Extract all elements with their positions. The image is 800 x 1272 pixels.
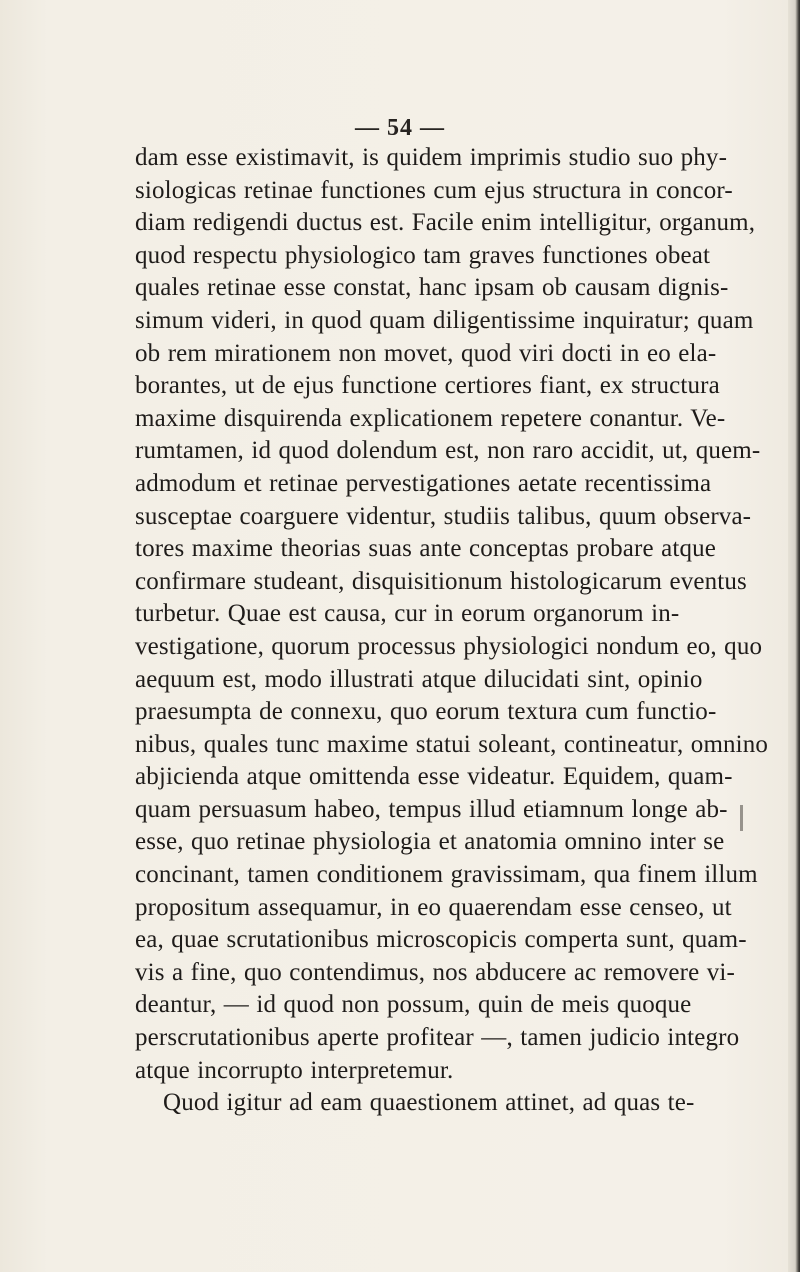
text-line: vis a fine, quo contendimus, nos abducere ac removere vi- (135, 958, 735, 986)
text-line: maxime disquirenda explicationem repetere conantur. Ve- (135, 404, 726, 432)
text-line: ea, quae scrutationibus microscopicis comperta sunt, quam- (135, 926, 747, 954)
text-line: propositum assequamur, in eo quaerendam esse censeo, ut (135, 893, 732, 921)
text-line: confirmare studeant, disquisitionum histologicarum eventus (135, 567, 747, 595)
text-line: vestigatione, quorum processus physiologici nondum eo, quo (135, 632, 763, 660)
paragraph-start-line: Quod igitur ad eam quaestionem attinet, ad quas te- (163, 1089, 695, 1117)
text-line: simum videri, in quod quam diligentissime inquiratur; quam (135, 306, 754, 334)
text-line: admodum et retinae pervestigationes aetate recentissima (135, 469, 712, 497)
text-line: perscrutationibus aperte profitear —, tamen judicio integro (135, 1024, 740, 1052)
text-line: rumtamen, id quod dolendum est, non raro accidit, ut, quem- (135, 437, 761, 465)
text-line: turbetur. Quae est causa, cur in eorum organorum in- (135, 600, 680, 628)
page-number: — 54 — (355, 115, 445, 141)
text-line: atque incorrupto interpretemur. (135, 1056, 454, 1084)
text-line: quales retinae esse constat, hanc ipsam ob causam dignis- (135, 274, 729, 302)
text-line: esse, quo retinae physiologia et anatomia omnino inter se (135, 828, 725, 856)
text-line: borantes, ut de ejus functione certiores fiant, ex structura (135, 372, 720, 400)
text-line: siologicas retinae functiones cum ejus structura in concor- (135, 176, 733, 204)
text-line: quod respectu physiologico tam graves functiones obeat (135, 241, 711, 269)
text-line: concinant, tamen conditionem gravissimam, qua finem illum (135, 861, 758, 889)
text-line: ob rem mirationem non movet, quod viri docti in eo ela- (135, 339, 717, 367)
text-line: susceptae coarguere videntur, studiis talibus, quum observa- (135, 502, 752, 530)
text-line: praesumpta de connexu, quo eorum textura cum functio- (135, 698, 717, 726)
text-line: dam esse existimavit, is quidem imprimis studio suo phy- (135, 144, 728, 171)
text-line: nibus, quales tunc maxime statui soleant, contineatur, omnino (135, 730, 769, 758)
text-line: aequum est, modo illustrati atque dilucidati sint, opinio (135, 665, 703, 693)
ink-mark (740, 805, 743, 831)
page-edge-shadow (788, 0, 800, 1272)
text-line: diam redigendi ductus est. Facile enim intelligitur, organum, (135, 209, 756, 237)
text-line: quam persuasum habeo, tempus illud etiamnum longe ab- (135, 795, 728, 823)
text-line: deantur, — id quod non possum, quin de meis quoque (135, 991, 692, 1019)
body-text (135, 142, 795, 1120)
text-line: abjicienda atque omittenda esse videatur. Equidem, quam- (135, 763, 733, 791)
text-line: tores maxime theorias suas ante conceptas probare atque (135, 535, 716, 563)
